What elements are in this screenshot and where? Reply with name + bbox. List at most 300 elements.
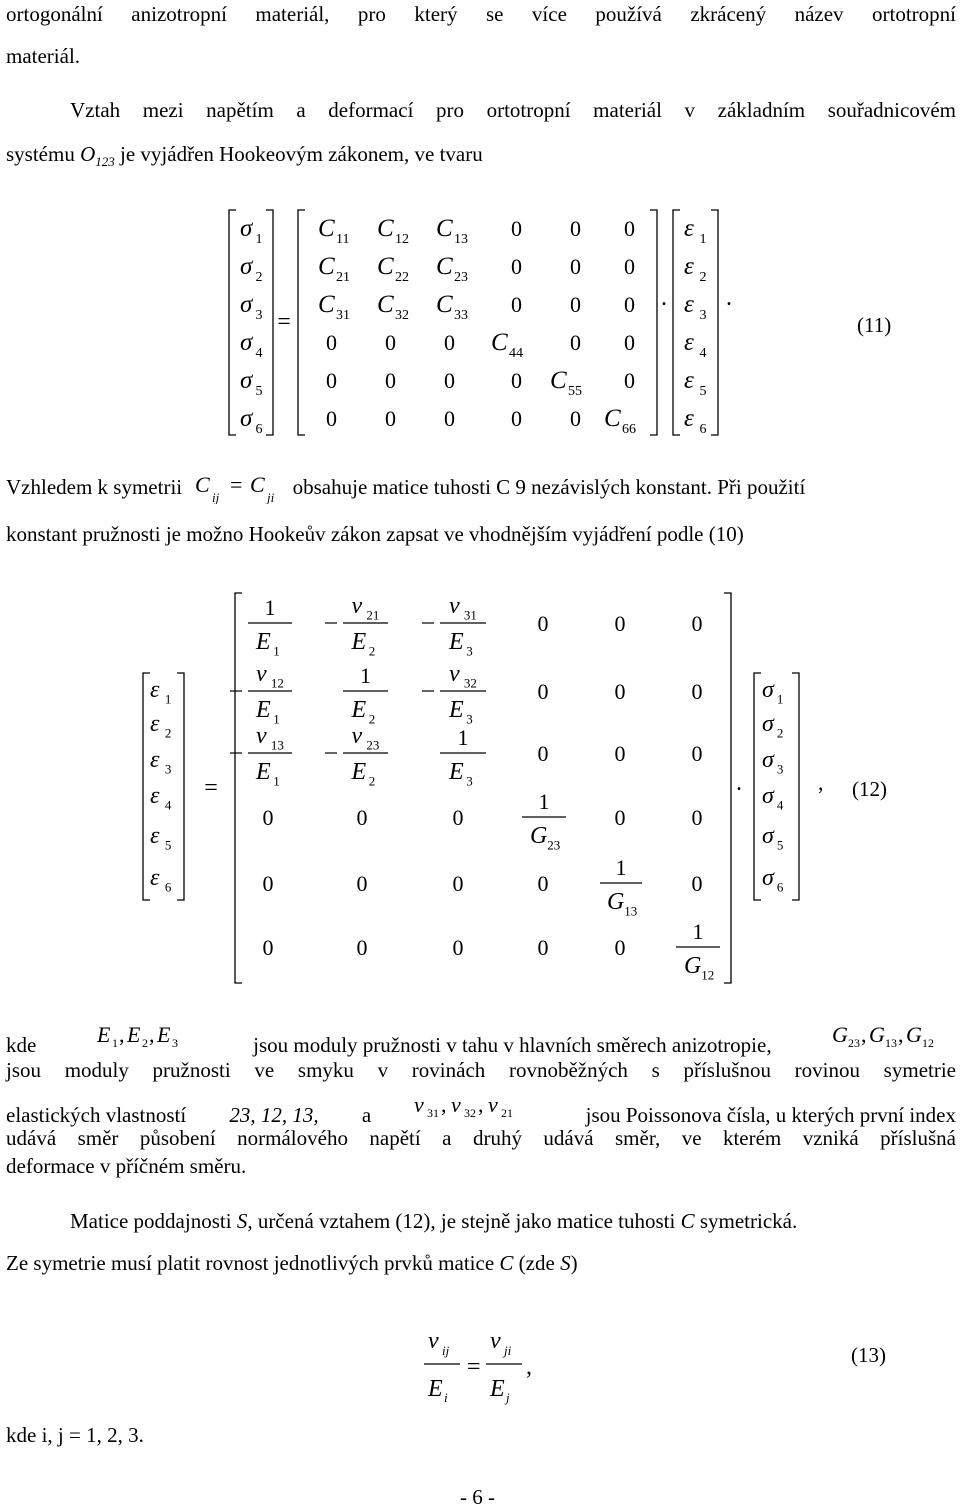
- eq12-dot: .: [736, 770, 742, 796]
- equation-13: [420, 1318, 560, 1418]
- eq11-sigma-3: [240, 291, 263, 323]
- svg-text:ν: ν: [451, 1092, 462, 1117]
- eq12-sigma-1-sub: 1: [776, 691, 784, 707]
- paragraph-2-line-2: systému $O_{123}$ je vyjádřen Hookeovým zákonem, ve tvaru: [6, 142, 483, 170]
- eq11-matrix-bracket: [298, 210, 657, 435]
- eq11-dot-1: .: [661, 285, 667, 311]
- svg-text:C: C: [250, 472, 266, 497]
- eq11-cell-6-3: 0: [444, 406, 455, 431]
- eq11-cell-3-3: [436, 291, 468, 323]
- svg-text:3: 3: [171, 1036, 178, 1050]
- eq11-sigma-6: [240, 405, 263, 437]
- numerator: 1: [264, 595, 276, 620]
- eq12-cell-1-5: 0: [614, 611, 626, 636]
- p3-post: obsahuje matice tuhosti C 9 nezávislých konstant. Při použití: [292, 475, 806, 499]
- numerator-sub: 21: [366, 607, 380, 623]
- svg-text:,: ,: [148, 1022, 155, 1047]
- svg-text:21: 21: [501, 1106, 514, 1120]
- eq12-sigma-5-sub: 5: [776, 837, 784, 853]
- eq11-cell-2-1-sub: 21: [336, 270, 350, 285]
- svg-text:1: 1: [111, 1036, 118, 1050]
- eq12-sigma-6: [762, 865, 784, 895]
- eq12-epsilon-5: [150, 823, 171, 853]
- eq12-compliance-matrix: [230, 593, 720, 983]
- eq11-cell-5-6: 0: [624, 368, 635, 393]
- eq12-epsilon-2-sub: 2: [164, 725, 172, 741]
- eq11-sigma-4-sub: 4: [255, 346, 263, 361]
- svg-text:ν: ν: [488, 1092, 499, 1117]
- svg-text:C: C: [195, 472, 211, 497]
- eq12-sigma-vector: [762, 677, 784, 895]
- paragraph-4-line-3: elastických vlastností 23, 12, 13, a ν 31 , ν 32 , ν 21 jsou Poissonova čísla, u kterých první index: [6, 1092, 956, 1127]
- eq11-cell-4-2: 0: [385, 330, 396, 355]
- eq11-epsilon-3: [684, 291, 707, 323]
- eq11-stiffness-matrix: [318, 215, 636, 437]
- svg-text:=: =: [230, 472, 243, 497]
- numerator: 1: [538, 789, 550, 814]
- eq11-sigma-5-base: σ: [240, 367, 253, 394]
- eq11-cell-1-1-base: C: [318, 215, 335, 242]
- eq11-cell-6-6-base: C: [604, 405, 621, 432]
- eq11-sigma-4: [240, 329, 263, 361]
- numerator-base: ν: [351, 593, 363, 619]
- eq11-sigma-2-sub: 2: [255, 270, 263, 285]
- eq12-cell-4-5: 0: [614, 805, 626, 830]
- eq12-epsilon-5-base: ε: [150, 823, 160, 849]
- denominator-base: E: [256, 759, 271, 785]
- eq12-sigma-6-base: σ: [762, 865, 774, 891]
- denominator-base: E: [449, 629, 464, 655]
- denominator-base: E: [449, 697, 464, 723]
- eq11-cell-6-6-sub: 66: [622, 422, 636, 437]
- eq12-cell-5-2: 0: [356, 871, 368, 896]
- svg-text:ν: ν: [428, 1328, 439, 1354]
- svg-text:j: j: [506, 1390, 510, 1405]
- eq11-cell-4-1: 0: [326, 330, 337, 355]
- eq12-epsilon-4-base: ε: [150, 783, 160, 809]
- numerator-base: ν: [449, 661, 460, 687]
- denominator: [255, 759, 280, 789]
- eq12-sigma-2: [762, 711, 783, 741]
- eq11-epsilon-2: [684, 253, 707, 285]
- eq11-sigma-1: [240, 215, 263, 247]
- eq11-cell-1-2-sub: 12: [395, 232, 409, 247]
- eq12-epsilon-1-base: ε: [150, 677, 160, 703]
- denominator-base: E: [449, 759, 464, 785]
- numerator-sub: 23: [366, 737, 380, 753]
- numerator: 1: [457, 725, 469, 750]
- eq12-cell-4-4: [522, 789, 566, 853]
- denominator-sub: 2: [368, 711, 376, 727]
- paragraph-2-line-1: Vztah mezi napětím a deformací pro ortotropní materiál v základním souřadnicovém: [70, 98, 956, 122]
- denominator: [530, 823, 560, 853]
- svg-text:ji: ji: [504, 1343, 512, 1358]
- denominator: [607, 889, 637, 919]
- eq12-sigma-5: [762, 823, 783, 853]
- eq11-cell-1-1: [318, 215, 349, 247]
- svg-text:E: E: [428, 1376, 443, 1402]
- denominator-sub: 3: [466, 643, 473, 659]
- eq12-cell-1-6: 0: [691, 611, 703, 636]
- svg-text:,: ,: [118, 1022, 125, 1047]
- eq12-cell-5-1: 0: [262, 871, 274, 896]
- svg-text:i: i: [444, 1390, 448, 1405]
- svg-text:,: ,: [441, 1092, 447, 1117]
- svg-text:=: =: [467, 1354, 481, 1380]
- eq11-cell-3-6: 0: [624, 292, 635, 317]
- poisson-ratios-formula: [414, 1092, 542, 1122]
- eq11-epsilon-vector: [684, 215, 707, 437]
- eq11-cell-6-2: 0: [385, 406, 396, 431]
- eq11-cell-6-4: 0: [511, 406, 522, 431]
- numerator: 1: [360, 663, 371, 688]
- eq11-cell-2-2-sub: 22: [395, 270, 409, 285]
- eq12-epsilon-5-sub: 5: [164, 837, 172, 853]
- svg-text:2: 2: [141, 1036, 148, 1050]
- eq11-epsilon-6-base: ε: [684, 405, 694, 432]
- numerator: 1: [692, 919, 704, 944]
- eq12-comma: ,: [818, 770, 824, 795]
- eq12-epsilon-vector: [150, 677, 172, 895]
- eq11-cell-6-6: [604, 405, 636, 437]
- numerator: [449, 661, 477, 691]
- eq12-cell-5-5: [600, 855, 642, 919]
- eq11-epsilon-1-base: ε: [684, 215, 694, 242]
- svg-text:32: 32: [464, 1106, 477, 1120]
- eq11-cell-5-4: 0: [511, 368, 522, 393]
- numerator: [352, 593, 380, 623]
- paragraph-3-line-2: konstant pružnosti je možno Hookeův zákon zapsat ve vhodnějším vyjádření podle (10): [6, 522, 744, 546]
- denominator-base: E: [351, 759, 367, 785]
- p3-pre: Vzhledem k symetrii: [6, 475, 183, 499]
- svg-text:,: ,: [478, 1092, 484, 1117]
- eq12-epsilon-1: [150, 677, 171, 707]
- eq11-cell-3-3-base: C: [436, 291, 453, 318]
- eq12-sigma-4-base: σ: [762, 783, 774, 809]
- eq12-epsilon-3: [150, 747, 171, 777]
- denominator-sub: 12: [701, 967, 715, 983]
- numerator: [256, 661, 284, 691]
- eq12-cell-6-6: [676, 919, 720, 983]
- eq11-cell-5-5-sub: 55: [568, 384, 582, 399]
- eq11-epsilon-3-sub: 3: [699, 308, 707, 323]
- eq12-epsilon-6: [150, 865, 172, 895]
- denominator: [351, 629, 376, 659]
- eq11-epsilon-6: [684, 405, 707, 437]
- svg-text:ij: ij: [442, 1343, 450, 1358]
- eq12-cell-3-6: 0: [691, 741, 703, 766]
- eq11-sigma-6-base: σ: [240, 405, 253, 432]
- denominator: [351, 759, 376, 789]
- eq12-cell-5-4: 0: [537, 871, 549, 896]
- eq11-cell-1-6: 0: [624, 216, 635, 241]
- eq12-cell-3-2: [325, 723, 388, 789]
- eq12-epsilon-4-sub: 4: [164, 797, 172, 813]
- eq12-cell-2-1: [230, 661, 292, 727]
- eq12-sigma-bracket: [754, 673, 799, 900]
- eq12-epsilon-1-sub: 1: [164, 691, 172, 707]
- eq12-cell-2-2: [343, 663, 388, 727]
- eq11-cell-3-2-base: C: [377, 291, 394, 318]
- paragraph-4-line-4: udává směr působení normálového napětí a druhý udává směr, ve kterém vzniká příslušná: [6, 1126, 956, 1150]
- svg-text:31: 31: [427, 1106, 440, 1120]
- eq12-cell-4-6: 0: [691, 805, 703, 830]
- svg-text:G: G: [905, 1022, 922, 1047]
- eq11-cell-3-4: 0: [511, 292, 522, 317]
- eq11-cell-4-4-base: C: [491, 329, 508, 356]
- svg-text:ν: ν: [414, 1092, 425, 1117]
- eq11-cell-3-5: 0: [570, 292, 581, 317]
- eq12-cell-4-1: 0: [262, 805, 274, 830]
- eq11-cell-2-5: 0: [570, 254, 581, 279]
- svg-text:ν: ν: [490, 1328, 501, 1354]
- eq12-cell-2-6: 0: [691, 679, 703, 704]
- eq12-sigma-4: [762, 783, 784, 813]
- svg-text:23: 23: [847, 1036, 860, 1050]
- eq11-sigma-1-sub: 1: [255, 232, 263, 247]
- eq11-cell-3-1-sub: 31: [336, 308, 350, 323]
- denominator-sub: 3: [466, 711, 473, 727]
- svg-text:E: E: [96, 1022, 111, 1047]
- eq12-cell-2-4: 0: [537, 679, 549, 704]
- eq12-epsilon-2: [150, 711, 171, 741]
- eq11-cell-2-2: [377, 253, 409, 285]
- paragraph-5-line-2: Ze symetrie musí platit rovnost jednotlivých prvků matice C (zde S): [6, 1251, 578, 1275]
- numerator: [256, 723, 284, 753]
- eq11-cell-3-2: [377, 291, 409, 323]
- eq11-sigma-2: [240, 253, 263, 285]
- eq12-cell-3-5: 0: [614, 741, 626, 766]
- equation-12-number: (12): [852, 777, 887, 801]
- eq12-sigma-2-sub: 2: [776, 725, 784, 741]
- eq11-cell-1-3: [436, 215, 468, 247]
- eq11-cell-1-1-sub: 11: [336, 232, 350, 247]
- svg-text:12: 12: [921, 1036, 934, 1050]
- eq12-sigma-1-base: σ: [762, 677, 774, 703]
- eq12-cell-1-1: [248, 595, 292, 659]
- eq11-epsilon-4-base: ε: [684, 329, 694, 356]
- numerator: 1: [615, 855, 627, 880]
- eq11-cell-1-3-base: C: [436, 215, 453, 242]
- denominator-sub: 1: [273, 711, 280, 727]
- eq12-cell-3-4: 0: [537, 741, 549, 766]
- eq11-sigma-3-base: σ: [240, 291, 253, 318]
- eq12-cell-6-5: 0: [614, 935, 626, 960]
- eq12-sigma-4-sub: 4: [776, 797, 784, 813]
- paragraph-1-line-2: materiál.: [6, 44, 81, 68]
- equation-11: [0, 205, 960, 450]
- eq12-equals: =: [204, 775, 218, 801]
- eq12-cell-1-4: 0: [537, 611, 549, 636]
- shear-moduli-formula: [832, 1022, 956, 1052]
- eq11-sigma-2-base: σ: [240, 253, 253, 280]
- numerator-base: ν: [351, 723, 363, 749]
- eq11-cell-2-3-base: C: [436, 253, 453, 280]
- eq11-cell-5-1: 0: [326, 368, 337, 393]
- numerator-sub: 12: [270, 675, 284, 691]
- denominator-base: E: [256, 697, 271, 723]
- paragraph-5-line-1: Matice poddajnosti S, určená vztahem (12), je stejně jako matice tuhosti C symetrická.: [70, 1209, 798, 1233]
- svg-text:,: ,: [860, 1022, 867, 1047]
- eq11-sigma-vector: [240, 215, 263, 437]
- denominator-base: E: [351, 697, 367, 723]
- svg-text:ij: ij: [212, 490, 220, 504]
- denominator-base: E: [256, 629, 271, 655]
- eq11-epsilon-4: [684, 329, 707, 361]
- eq12-cell-3-3: [440, 725, 486, 789]
- eq11-cell-1-3-sub: 13: [454, 232, 468, 247]
- eq12-sigma-1: [762, 677, 783, 707]
- eq12-sigma-3: [762, 747, 783, 777]
- numerator-sub: 32: [463, 675, 477, 691]
- eq12-cell-5-6: 0: [691, 871, 703, 896]
- eq11-epsilon-5-sub: 5: [699, 384, 707, 399]
- eq11-sigma-5-sub: 5: [255, 384, 263, 399]
- eq11-cell-4-5: 0: [570, 330, 581, 355]
- eq11-cell-4-4: [491, 329, 523, 361]
- paragraph-4-line-1: kde E 1 , E 2 , E 3 jsou moduly pružnosti v tahu v hlavních směrech anizotropie, G 23 , G 13 , G 12: [6, 1022, 956, 1056]
- eq12-cell-4-2: 0: [356, 805, 368, 830]
- denominator: [448, 759, 473, 789]
- eq12-cell-5-3: 0: [452, 871, 464, 896]
- eq12-matrix-bracket: [235, 593, 731, 983]
- eq11-cell-5-3: 0: [444, 368, 455, 393]
- eq12-cell-4-3: 0: [452, 805, 464, 830]
- eq11-sigma-3-sub: 3: [255, 308, 263, 323]
- denominator-sub: 23: [547, 837, 561, 853]
- eq12-sigma-3-sub: 3: [776, 761, 784, 777]
- eq11-cell-2-1-base: C: [318, 253, 335, 280]
- svg-text:E: E: [126, 1022, 141, 1047]
- eq12-epsilon-2-base: ε: [150, 711, 160, 737]
- denominator: [448, 629, 473, 659]
- eq12-epsilon-3-base: ε: [150, 747, 160, 773]
- svg-text:G: G: [868, 1022, 885, 1047]
- denominator-sub: 13: [624, 903, 638, 919]
- eq11-epsilon-2-base: ε: [684, 253, 694, 280]
- eq12-epsilon-4: [150, 783, 172, 813]
- eq12-epsilon-6-sub: 6: [164, 879, 172, 895]
- symmetry-formula: [195, 472, 281, 504]
- eq11-cell-6-5: 0: [570, 406, 581, 431]
- eq11-cell-3-1: [318, 291, 350, 323]
- eq11-cell-2-1: [318, 253, 350, 285]
- eq11-epsilon-1: [684, 215, 707, 247]
- eq11-epsilon-4-sub: 4: [699, 346, 707, 361]
- eq11-cell-2-4: 0: [511, 254, 522, 279]
- eq11-equals: =: [277, 309, 291, 335]
- equation-13-number: (13): [851, 1343, 886, 1367]
- eq12-cell-1-3: [422, 593, 486, 659]
- svg-text:,: ,: [897, 1022, 904, 1047]
- eq11-eps-bracket: [673, 210, 718, 435]
- eq12-sigma-3-base: σ: [762, 747, 774, 773]
- numerator: [352, 723, 380, 753]
- denominator-sub: 2: [368, 643, 376, 659]
- equation-11-number: (11): [857, 313, 892, 337]
- eq12-cell-6-2: 0: [356, 935, 368, 960]
- svg-text:E: E: [156, 1022, 171, 1047]
- eq11-sigma-bracket: [229, 210, 273, 435]
- eq11-cell-2-3-sub: 23: [454, 270, 468, 285]
- denominator-sub: 1: [273, 773, 280, 789]
- eq11-cell-1-5: 0: [570, 216, 581, 241]
- eq11-epsilon-2-sub: 2: [699, 270, 707, 285]
- eq11-epsilon-1-sub: 1: [699, 232, 707, 247]
- denominator-base: E: [351, 629, 367, 655]
- eq11-cell-4-4-sub: 44: [509, 346, 523, 361]
- eq11-sigma-1-base: σ: [240, 215, 253, 242]
- eq12-cell-3-1: [230, 723, 292, 789]
- eq11-cell-2-6: 0: [624, 254, 635, 279]
- paragraph-3-line-1: [6, 472, 956, 504]
- eq11-epsilon-6-sub: 6: [699, 422, 707, 437]
- eq11-cell-5-2: 0: [385, 368, 396, 393]
- numerator: [449, 593, 477, 623]
- young-moduli-formula: [97, 1022, 193, 1052]
- eq11-cell-2-3: [436, 253, 468, 285]
- eq11-cell-3-3-sub: 33: [454, 308, 468, 323]
- eq11-cell-1-2: [377, 215, 409, 247]
- eq12-cell-2-5: 0: [614, 679, 626, 704]
- svg-text:E: E: [490, 1376, 505, 1402]
- paragraph-4-line-2: jsou moduly pružnosti ve smyku v rovinách rovnoběžných s příslušnou rovinou symetrie: [6, 1058, 956, 1082]
- svg-text:G: G: [831, 1022, 848, 1047]
- denominator: [448, 697, 473, 727]
- eq11-epsilon-5: [684, 367, 707, 399]
- denominator-sub: 1: [273, 643, 280, 659]
- denominator: [255, 629, 280, 659]
- eq11-sigma-6-sub: 6: [255, 422, 263, 437]
- eq12-epsilon-6-base: ε: [150, 865, 160, 891]
- equation-12: [0, 585, 960, 995]
- eq12-epsilon-3-sub: 3: [164, 761, 172, 777]
- eq12-cell-6-1: 0: [262, 935, 274, 960]
- denominator-base: G: [684, 953, 702, 979]
- eq11-cell-4-3: 0: [444, 330, 455, 355]
- eq11-cell-1-4: 0: [511, 216, 522, 241]
- denominator-base: G: [607, 889, 625, 915]
- eq11-cell-3-2-sub: 32: [395, 308, 409, 323]
- eq11-epsilon-5-base: ε: [684, 367, 694, 394]
- svg-text:ji: ji: [267, 490, 275, 504]
- numerator-sub: 31: [463, 607, 477, 623]
- eq12-sigma-6-sub: 6: [776, 879, 784, 895]
- eq11-cell-6-1: 0: [326, 406, 337, 431]
- denominator: [684, 953, 714, 983]
- svg-text:,: ,: [526, 1354, 532, 1380]
- eq11-cell-3-1-base: C: [318, 291, 335, 318]
- eq11-cell-5-5-base: C: [550, 367, 567, 394]
- numerator-sub: 13: [270, 737, 284, 753]
- eq12-cell-2-3: [422, 661, 486, 727]
- index-note: kde i, j = 1, 2, 3.: [6, 1423, 144, 1447]
- eq11-sigma-5: [240, 367, 263, 399]
- paragraph-4-line-5: deformace v příčném směru.: [6, 1154, 247, 1178]
- eq12-sigma-5-base: σ: [762, 823, 774, 849]
- eq11-sigma-4-base: σ: [240, 329, 253, 356]
- eq12-cell-6-4: 0: [537, 935, 549, 960]
- denominator-sub: 2: [368, 773, 376, 789]
- eq12-cell-6-3: 0: [452, 935, 464, 960]
- numerator-base: ν: [256, 661, 267, 687]
- svg-text:13: 13: [884, 1036, 897, 1050]
- numerator-base: ν: [256, 723, 267, 749]
- eq12-cell-1-2: [325, 593, 388, 659]
- paragraph-1-line-1: ortogonální anizotropní materiál, pro který se více používá zkrácený název ortotropní: [6, 2, 956, 26]
- denominator-sub: 3: [466, 773, 473, 789]
- eq11-cell-1-2-base: C: [377, 215, 394, 242]
